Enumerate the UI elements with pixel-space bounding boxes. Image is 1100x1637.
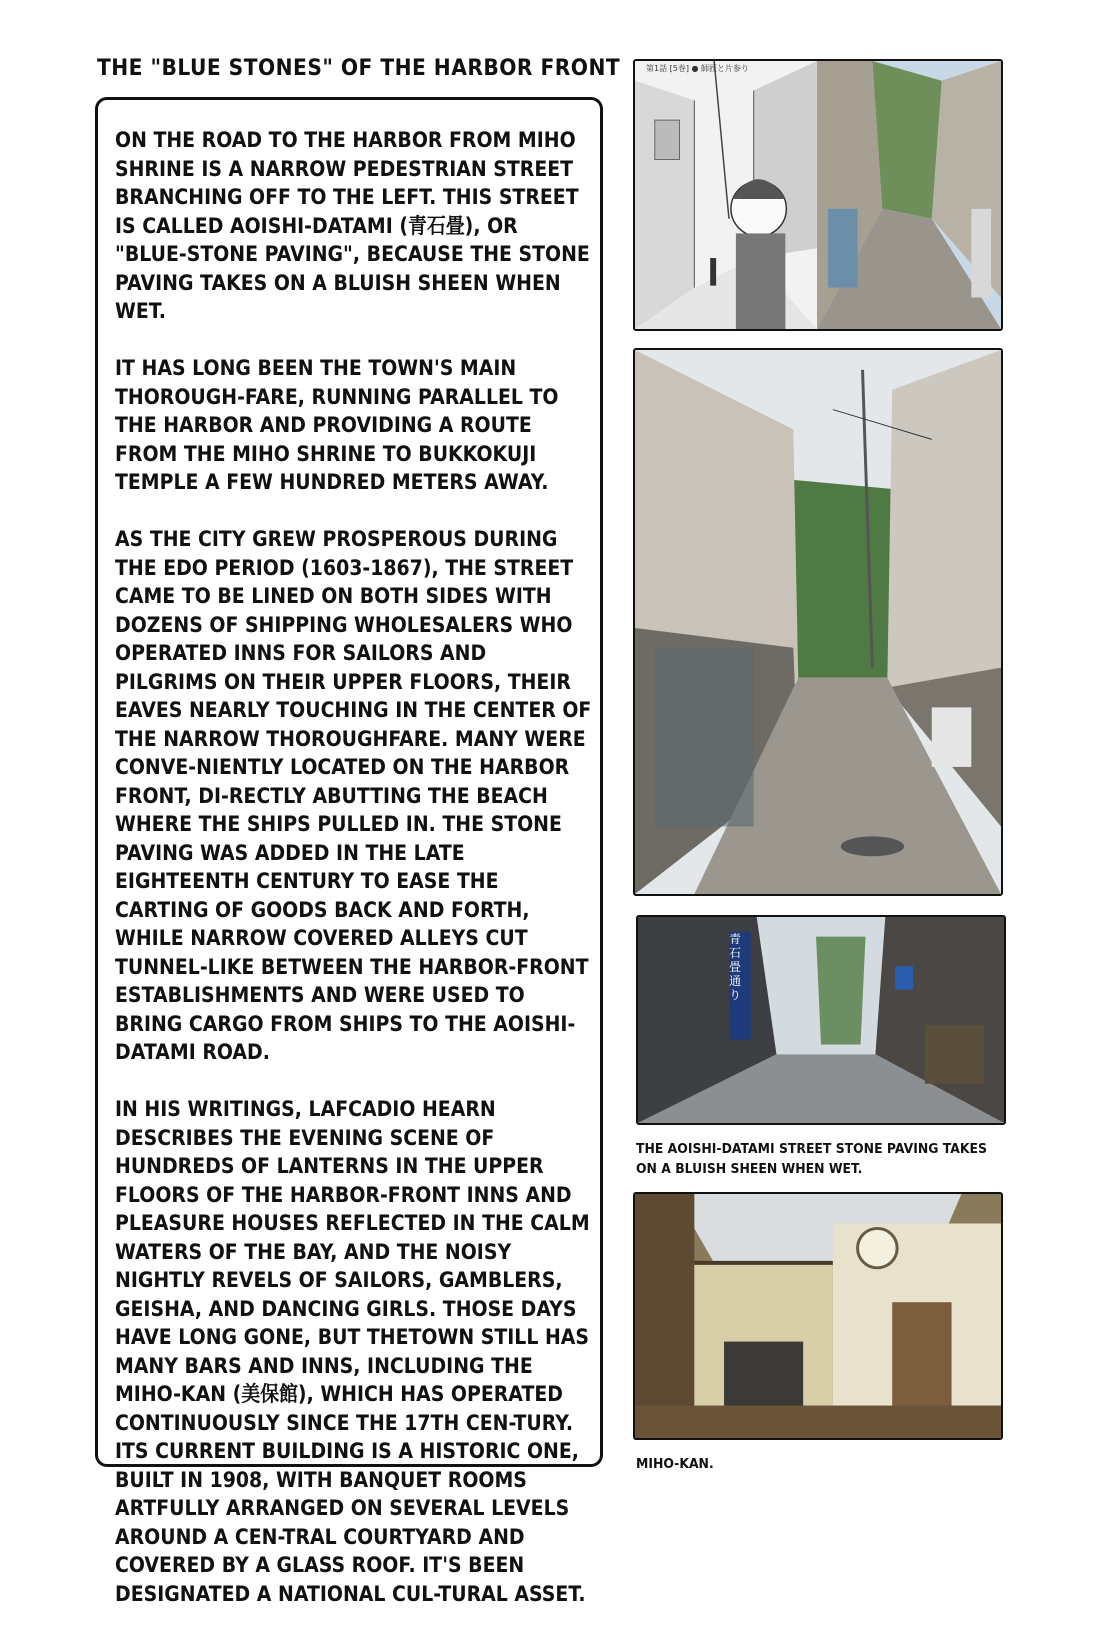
caption-street: THE AOISHI-DATAMI STREET STONE PAVING TAKES ON A BLUISH SHEEN WHEN WET. bbox=[636, 1141, 987, 1177]
article-body bbox=[115, 126, 593, 1637]
paragraph-thoroughfare: IT HAS LONG BEEN THE TOWN'S MAIN THOROUGH-FARE, RUNNING PARALLEL TO THE HARBOR AND PROVIDING A ROUTE FROM THE MIHO SHRINE TO BUKKOKUJI TEMPLE A FEW HUNDRED METERS AWAY. bbox=[115, 356, 559, 494]
caption-miho-kan: MIHO-KAN. bbox=[636, 1456, 714, 1472]
photo-miho-kan bbox=[633, 1192, 1003, 1440]
street-sign-text: 青石畳通り bbox=[729, 932, 742, 1002]
photo-aoishi-datami-street bbox=[633, 348, 1003, 896]
photo-wet-street bbox=[636, 915, 1006, 1125]
paragraph-intro: ON THE ROAD TO THE HARBOR FROM MIHO SHRINE IS A NARROW PEDESTRIAN STREET BRANCHING OFF TO THE LEFT. THIS STREET IS CALLED AOISHI-DATAMI (青石畳), OR "BLUE-STONE PAVING", BECAUSE THE STONE PAVING TAKES ON A BLUISH SHEEN WHEN WET. bbox=[115, 128, 590, 323]
paragraph-hearn: IN HIS WRITINGS, LAFCADIO HEARN DESCRIBES THE EVENING SCENE OF HUNDREDS OF LANTERNS IN THE UPPER FLOORS OF THE HARBOR-FRONT INNS AND PLEASURE HOUSES REFLECTED IN THE CALM WATERS OF THE BAY, AND THE NOISY NIGHTLY REVELS OF SAILORS, GAMBLERS, GEISHA, AND DANCING GIRLS. THOSE DAYS HAVE LONG GONE, BUT THETOWN STILL HAS MANY BARS AND INNS, INCLUDING THE MIHO-KAN (美保館), WHICH HAS OPERATED CONTINUOUSLY SINCE THE 17TH CEN-TURY. ITS CURRENT BUILDING IS A HISTORIC ONE, BUILT IN 1908, WITH BANQUET ROOMS ARTFULLY ARRANGED ON SEVERAL LEVELS AROUND A CEN-TRAL COURTYARD AND COVERED BY A GLASS ROOF. IT'S BEEN DESIGNATED A NATIONAL CUL-TURAL ASSET. bbox=[115, 1097, 590, 1606]
article-title: THE "BLUE STONES" OF THE HARBOR FRONT bbox=[97, 56, 621, 81]
paragraph-edo-period: AS THE CITY GREW PROSPEROUS DURING THE EDO PERIOD (1603-1867), THE STREET CAME TO BE LINED ON BOTH SIDES WITH DOZENS OF SHIPPING WHOLESALERS WHO OPERATED INNS FOR SAILORS AND PILGRIMS ON THEIR UPPER FLOORS, THEIR EAVES NEARLY TOUCHING IN THE CENTER OF THE NARROW THOROUGHFARE. MANY WERE CONVE-NIENTLY LOCATED ON THE HARBOR FRONT, DI-RECTLY ABUTTING THE BEACH WHERE THE SHIPS PULLED IN. THE STONE PAVING WAS ADDED IN THE LATE EIGHTEENTH CENTURY TO EASE THE CARTING OF GOODS BACK AND FORTH, WHILE NARROW COVERED ALLEYS CUT TUNNEL-LIKE BETWEEN THE HARBOR-FRONT ESTABLISHMENTS AND WERE USED TO BRING CARGO FROM SHIPS TO THE AOISHI-DATAMI ROAD. bbox=[115, 527, 592, 1064]
manga-panel-note: 第1話 [5巻] ● 師匠と片参り bbox=[646, 64, 750, 73]
photo-manga-comparison bbox=[633, 59, 1003, 331]
